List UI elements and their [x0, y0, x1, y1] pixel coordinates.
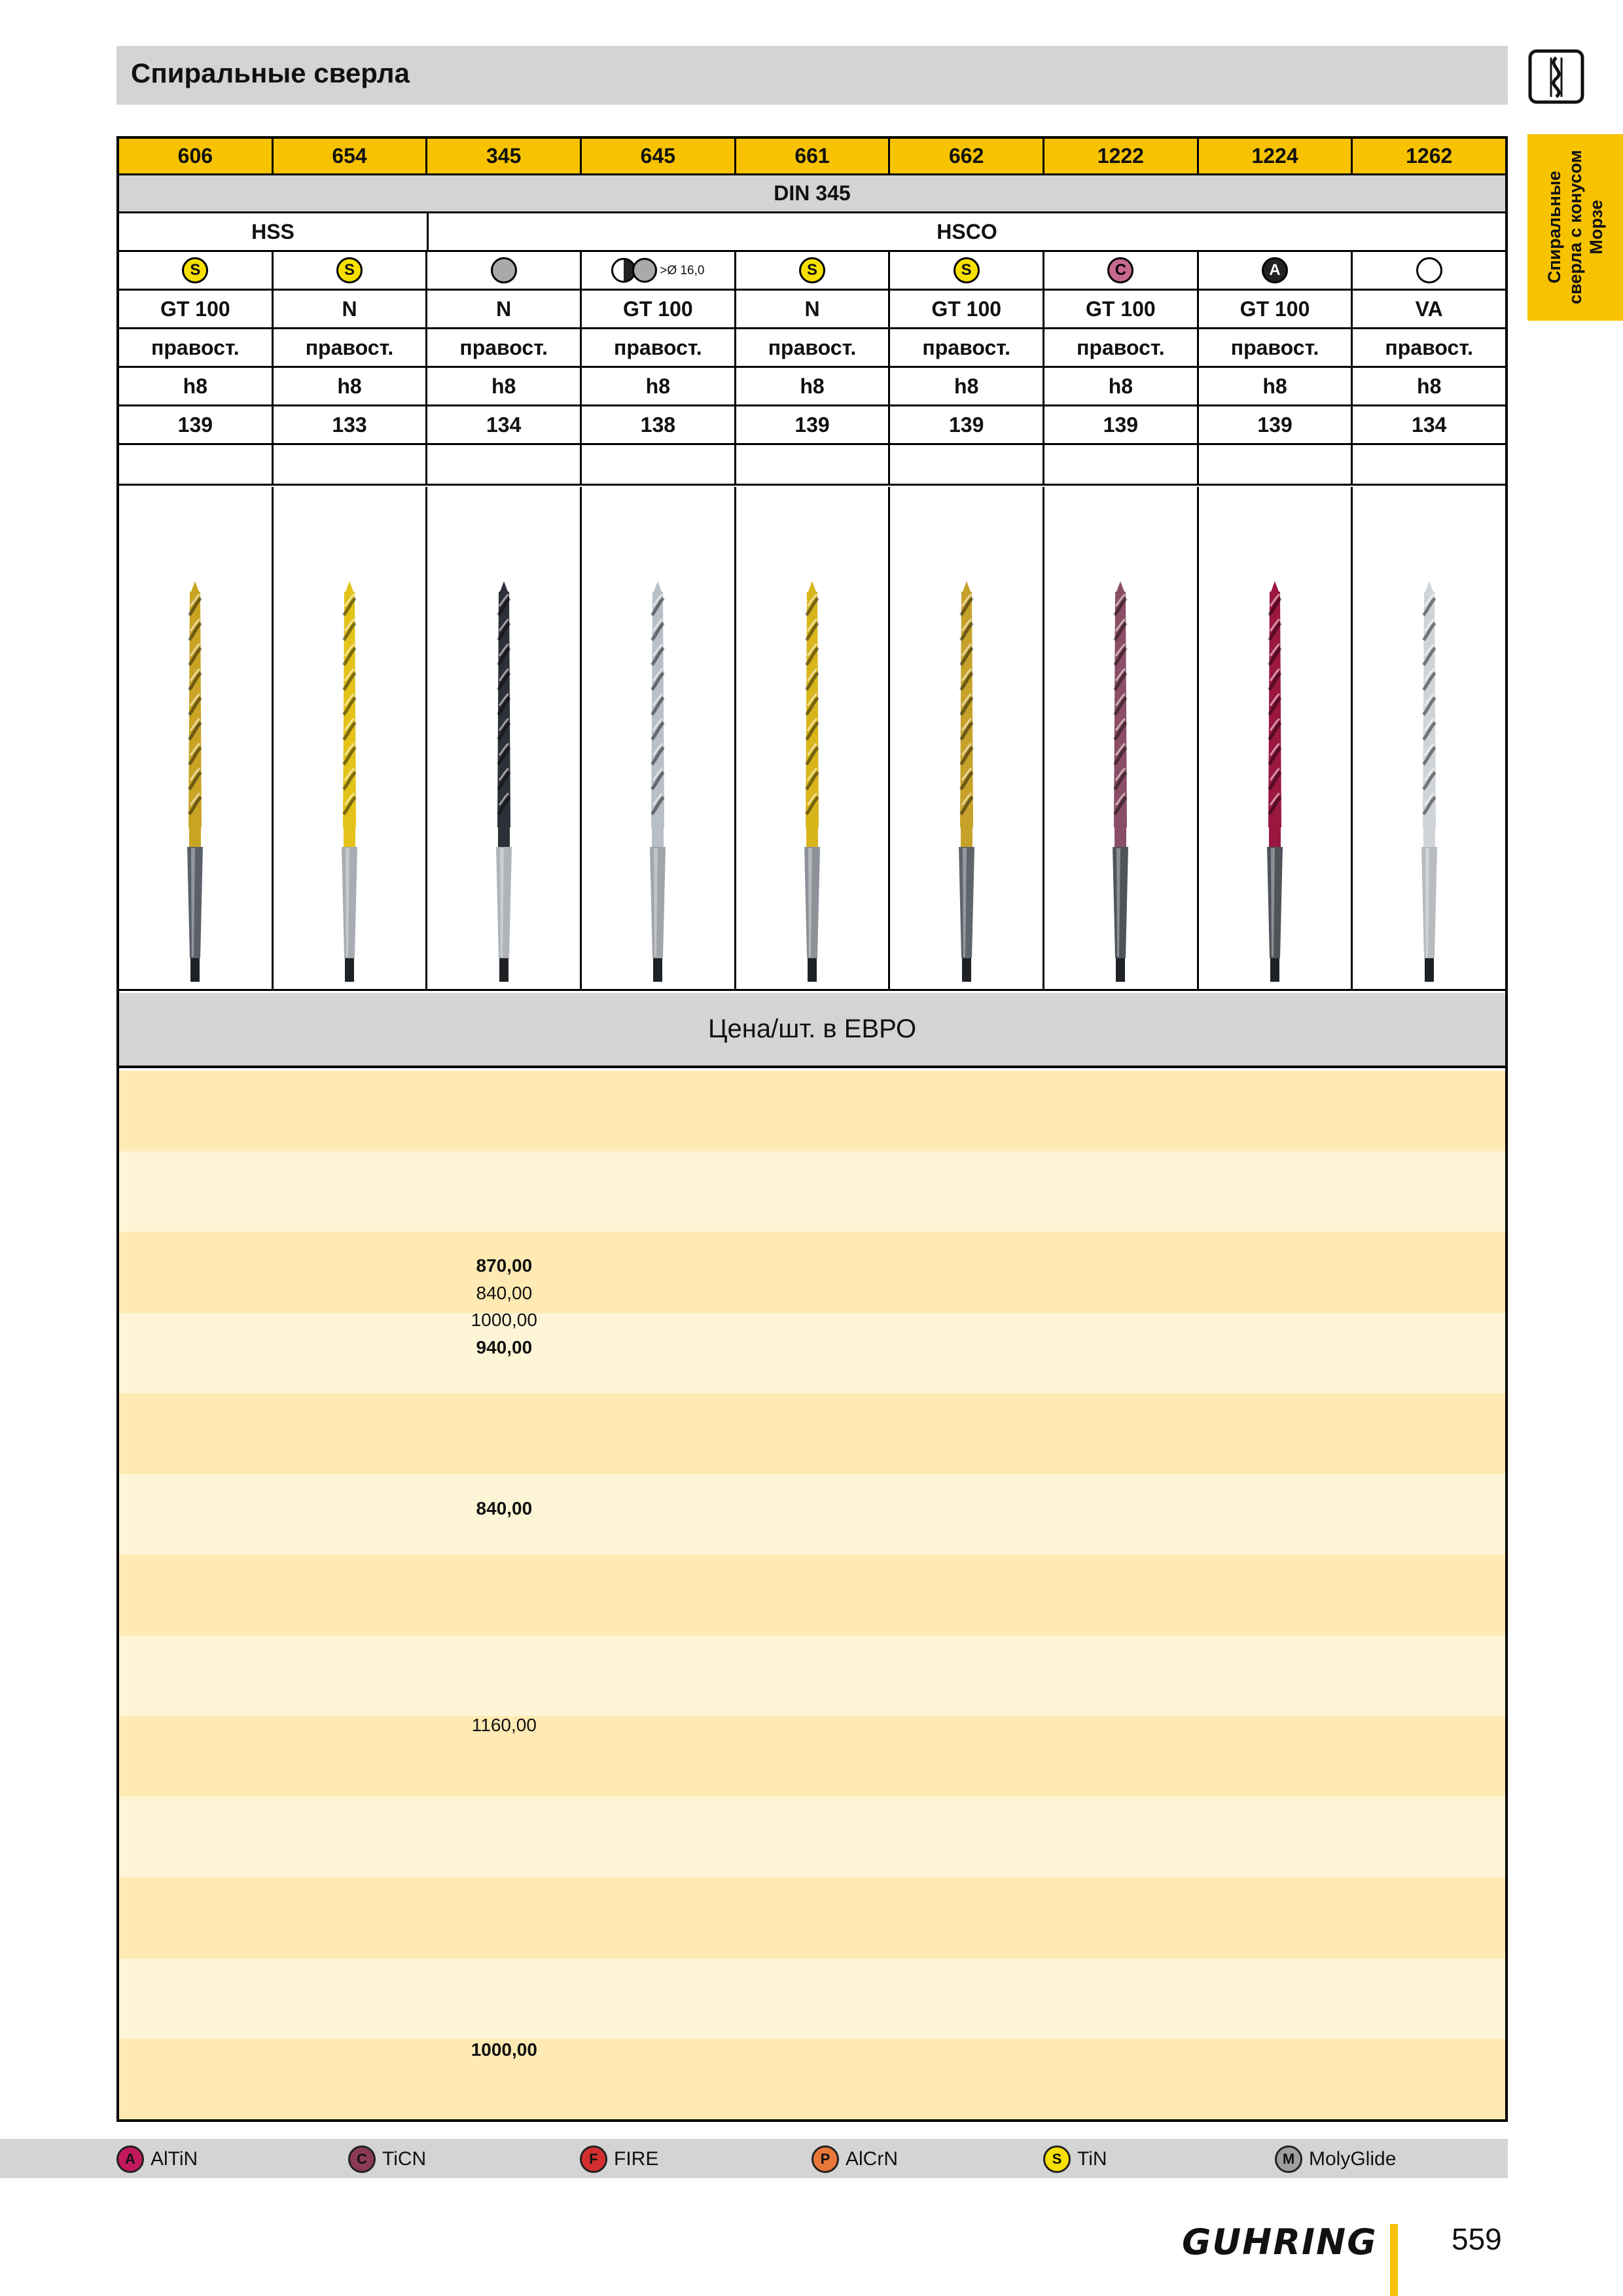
grey-circle-icon — [632, 258, 657, 283]
drill-pictogram-icon — [1527, 48, 1585, 105]
article-number-cell: 662 — [890, 139, 1044, 173]
direction-cell: правост. — [427, 329, 582, 366]
standard-label: DIN 345 — [774, 181, 851, 205]
drill-image-cell — [736, 487, 891, 989]
coating-tin-icon: S — [1043, 2145, 1071, 2173]
coating-molyglide-icon: M — [1275, 2145, 1302, 2173]
article-number-cell: 606 — [119, 139, 274, 173]
article-number-cell: 1224 — [1199, 139, 1353, 173]
twist-drill-image — [330, 579, 369, 984]
price-band — [119, 1151, 1505, 1232]
drill-image-cell — [274, 487, 428, 989]
tolerance-cell: h8 — [582, 368, 736, 404]
price-band — [119, 1554, 1505, 1635]
direction-cell: правост. — [274, 329, 428, 366]
side-tab-label: Спиральные сверла с конусом Морзе — [1544, 150, 1606, 304]
price-band — [119, 1877, 1505, 1958]
combo-surface-icon — [611, 258, 704, 283]
coating-fire-icon: F — [580, 2145, 607, 2173]
twist-drill-image — [175, 579, 215, 984]
type-cell: GT 100 — [1199, 291, 1353, 327]
direction-cell: правост. — [119, 329, 274, 366]
coating-cell — [274, 252, 428, 289]
direction-cell: правост. — [736, 329, 891, 366]
legend-label: TiCN — [382, 2148, 427, 2170]
uncoated-icon — [1416, 257, 1442, 283]
tin-coating-icon: S — [336, 257, 363, 283]
legend-item — [812, 2145, 898, 2173]
coating-cell — [582, 252, 736, 289]
drill-image-cell — [582, 487, 736, 989]
direction-row — [119, 329, 1505, 368]
drill-image-cell — [119, 487, 274, 989]
price-value: 1160,00 — [471, 1715, 537, 1735]
legend-item — [348, 2145, 426, 2173]
price-band — [119, 1716, 1505, 1797]
type-cell: N — [274, 291, 428, 327]
tolerance-cell: h8 — [274, 368, 428, 404]
twist-drill-image — [1255, 579, 1294, 984]
drill-image-cell — [427, 487, 582, 989]
material-row — [119, 213, 1505, 252]
page-reference-cell: 134 — [427, 406, 582, 443]
price-value: 1000,00 — [471, 2039, 537, 2060]
twist-drill-image — [947, 579, 986, 984]
twist-drill-image — [793, 579, 832, 984]
direction-cell: правост. — [1044, 329, 1199, 366]
ticn-coating-icon: C — [1107, 257, 1133, 283]
side-chapter-tab[interactable] — [1527, 134, 1623, 321]
price-value: 840,00 — [476, 1283, 533, 1303]
page-reference-cell: 139 — [1044, 406, 1199, 443]
coating-cell — [736, 252, 891, 289]
price-value: 1000,00 — [471, 1310, 537, 1330]
price-band — [119, 1232, 1505, 1312]
page-reference-cell: 139 — [1199, 406, 1353, 443]
empty-cell — [736, 445, 891, 484]
material-cell: HSS — [119, 213, 429, 250]
empty-cell — [1353, 445, 1505, 484]
twist-drill-image — [638, 579, 677, 984]
price-header: Цена/шт. в ЕВРО — [119, 993, 1505, 1068]
legend-label: AlCrN — [846, 2148, 898, 2170]
article-number-cell: 345 — [427, 139, 582, 173]
page-reference-row — [119, 406, 1505, 445]
coating-ticn-icon: C — [348, 2145, 376, 2173]
drill-image-cell — [1044, 487, 1199, 989]
coating-cell — [1199, 252, 1353, 289]
price-value: 870,00 — [476, 1255, 533, 1276]
altin-coating-icon: A — [1262, 257, 1288, 283]
legend-label: AlTiN — [151, 2148, 198, 2170]
price-band — [119, 1636, 1505, 1716]
material-cell: HSCO — [936, 219, 997, 243]
tolerance-cell: h8 — [1417, 374, 1442, 398]
twist-drill-image — [484, 579, 524, 984]
bright-finish-icon — [491, 257, 517, 283]
type-cell: VA — [1415, 296, 1443, 321]
empty-cell — [890, 445, 1044, 484]
legend-item — [580, 2145, 658, 2173]
legend-label: MolyGlide — [1309, 2148, 1397, 2170]
tin-coating-icon: S — [799, 257, 825, 283]
legend-item — [116, 2145, 198, 2173]
empty-cell — [1044, 445, 1199, 484]
page-reference-cell: 134 — [1412, 412, 1447, 437]
coating-cell — [1353, 252, 1505, 289]
direction-cell: правост. — [890, 329, 1044, 366]
legend-item — [1043, 2145, 1107, 2173]
price-band — [119, 1313, 1505, 1393]
article-number-cell: 661 — [736, 139, 891, 173]
article-number-cell: 1222 — [1044, 139, 1199, 173]
coating-cell — [119, 252, 274, 289]
price-band — [119, 1071, 1505, 1151]
type-cell: N — [427, 291, 582, 327]
twist-drill-image — [1410, 579, 1449, 984]
article-number-cell: 654 — [274, 139, 428, 173]
brand-logo: GUHRING — [1182, 2221, 1378, 2263]
standard-row — [119, 175, 1505, 213]
page-reference-cell: 139 — [736, 406, 891, 443]
coating-row — [119, 252, 1505, 291]
tolerance-cell: h8 — [119, 368, 274, 404]
price-band — [119, 1797, 1505, 1877]
tolerance-cell: h8 — [1199, 368, 1353, 404]
coating-cell — [1044, 252, 1199, 289]
coating-cell — [890, 252, 1044, 289]
article-number-cell: 645 — [582, 139, 736, 173]
section-title-bar — [116, 46, 1508, 105]
direction-cell: правост. — [582, 329, 736, 366]
empty-cell — [582, 445, 736, 484]
twist-drill-image — [1101, 579, 1140, 984]
direction-cell: правост. — [1385, 335, 1473, 359]
price-band — [119, 1474, 1505, 1554]
type-cell: GT 100 — [582, 291, 736, 327]
brand-divider — [1390, 2224, 1398, 2296]
price-value: 840,00 — [476, 1498, 533, 1518]
page-reference-cell: 133 — [274, 406, 428, 443]
diameter-note: >Ø 16,0 — [660, 263, 705, 278]
coating-alcrn-icon: P — [812, 2145, 839, 2173]
article-number-row — [119, 139, 1505, 175]
empty-cell — [119, 445, 274, 484]
drill-image-cell — [890, 487, 1044, 989]
coating-altin-icon: A — [116, 2145, 144, 2173]
type-cell: GT 100 — [890, 291, 1044, 327]
empty-row — [119, 445, 1505, 486]
article-number-cell: 1262 — [1406, 144, 1453, 168]
type-row — [119, 291, 1505, 329]
price-band — [119, 1958, 1505, 2039]
direction-cell: правост. — [1199, 329, 1353, 366]
page-number: 559 — [1452, 2222, 1502, 2256]
tolerance-cell: h8 — [736, 368, 891, 404]
type-cell: GT 100 — [1044, 291, 1199, 327]
empty-cell — [427, 445, 582, 484]
legend-item — [1275, 2145, 1396, 2173]
page-reference-cell: 139 — [890, 406, 1044, 443]
price-band — [119, 1393, 1505, 1474]
tolerance-row — [119, 368, 1505, 406]
price-bands — [119, 1071, 1505, 2122]
coating-cell — [427, 252, 582, 289]
page-reference-cell: 138 — [582, 406, 736, 443]
legend-label: FIRE — [614, 2148, 659, 2170]
tolerance-cell: h8 — [1044, 368, 1199, 404]
drill-image-row — [119, 487, 1505, 991]
tolerance-cell: h8 — [890, 368, 1044, 404]
coating-legend — [0, 2139, 1508, 2178]
legend-label: TiN — [1077, 2148, 1107, 2170]
empty-cell — [274, 445, 428, 484]
tolerance-cell: h8 — [427, 368, 582, 404]
empty-cell — [1199, 445, 1353, 484]
drill-image-cell — [1199, 487, 1353, 989]
price-value: 940,00 — [476, 1337, 533, 1357]
type-cell: N — [736, 291, 891, 327]
type-cell: GT 100 — [119, 291, 274, 327]
tin-coating-icon: S — [182, 257, 208, 283]
page-title: Спиральные сверла — [131, 58, 410, 88]
price-band — [119, 2039, 1505, 2119]
page-reference-cell: 139 — [119, 406, 274, 443]
tin-coating-icon: S — [954, 257, 980, 283]
product-table — [116, 136, 1508, 2122]
drill-image-cell — [1353, 487, 1505, 989]
